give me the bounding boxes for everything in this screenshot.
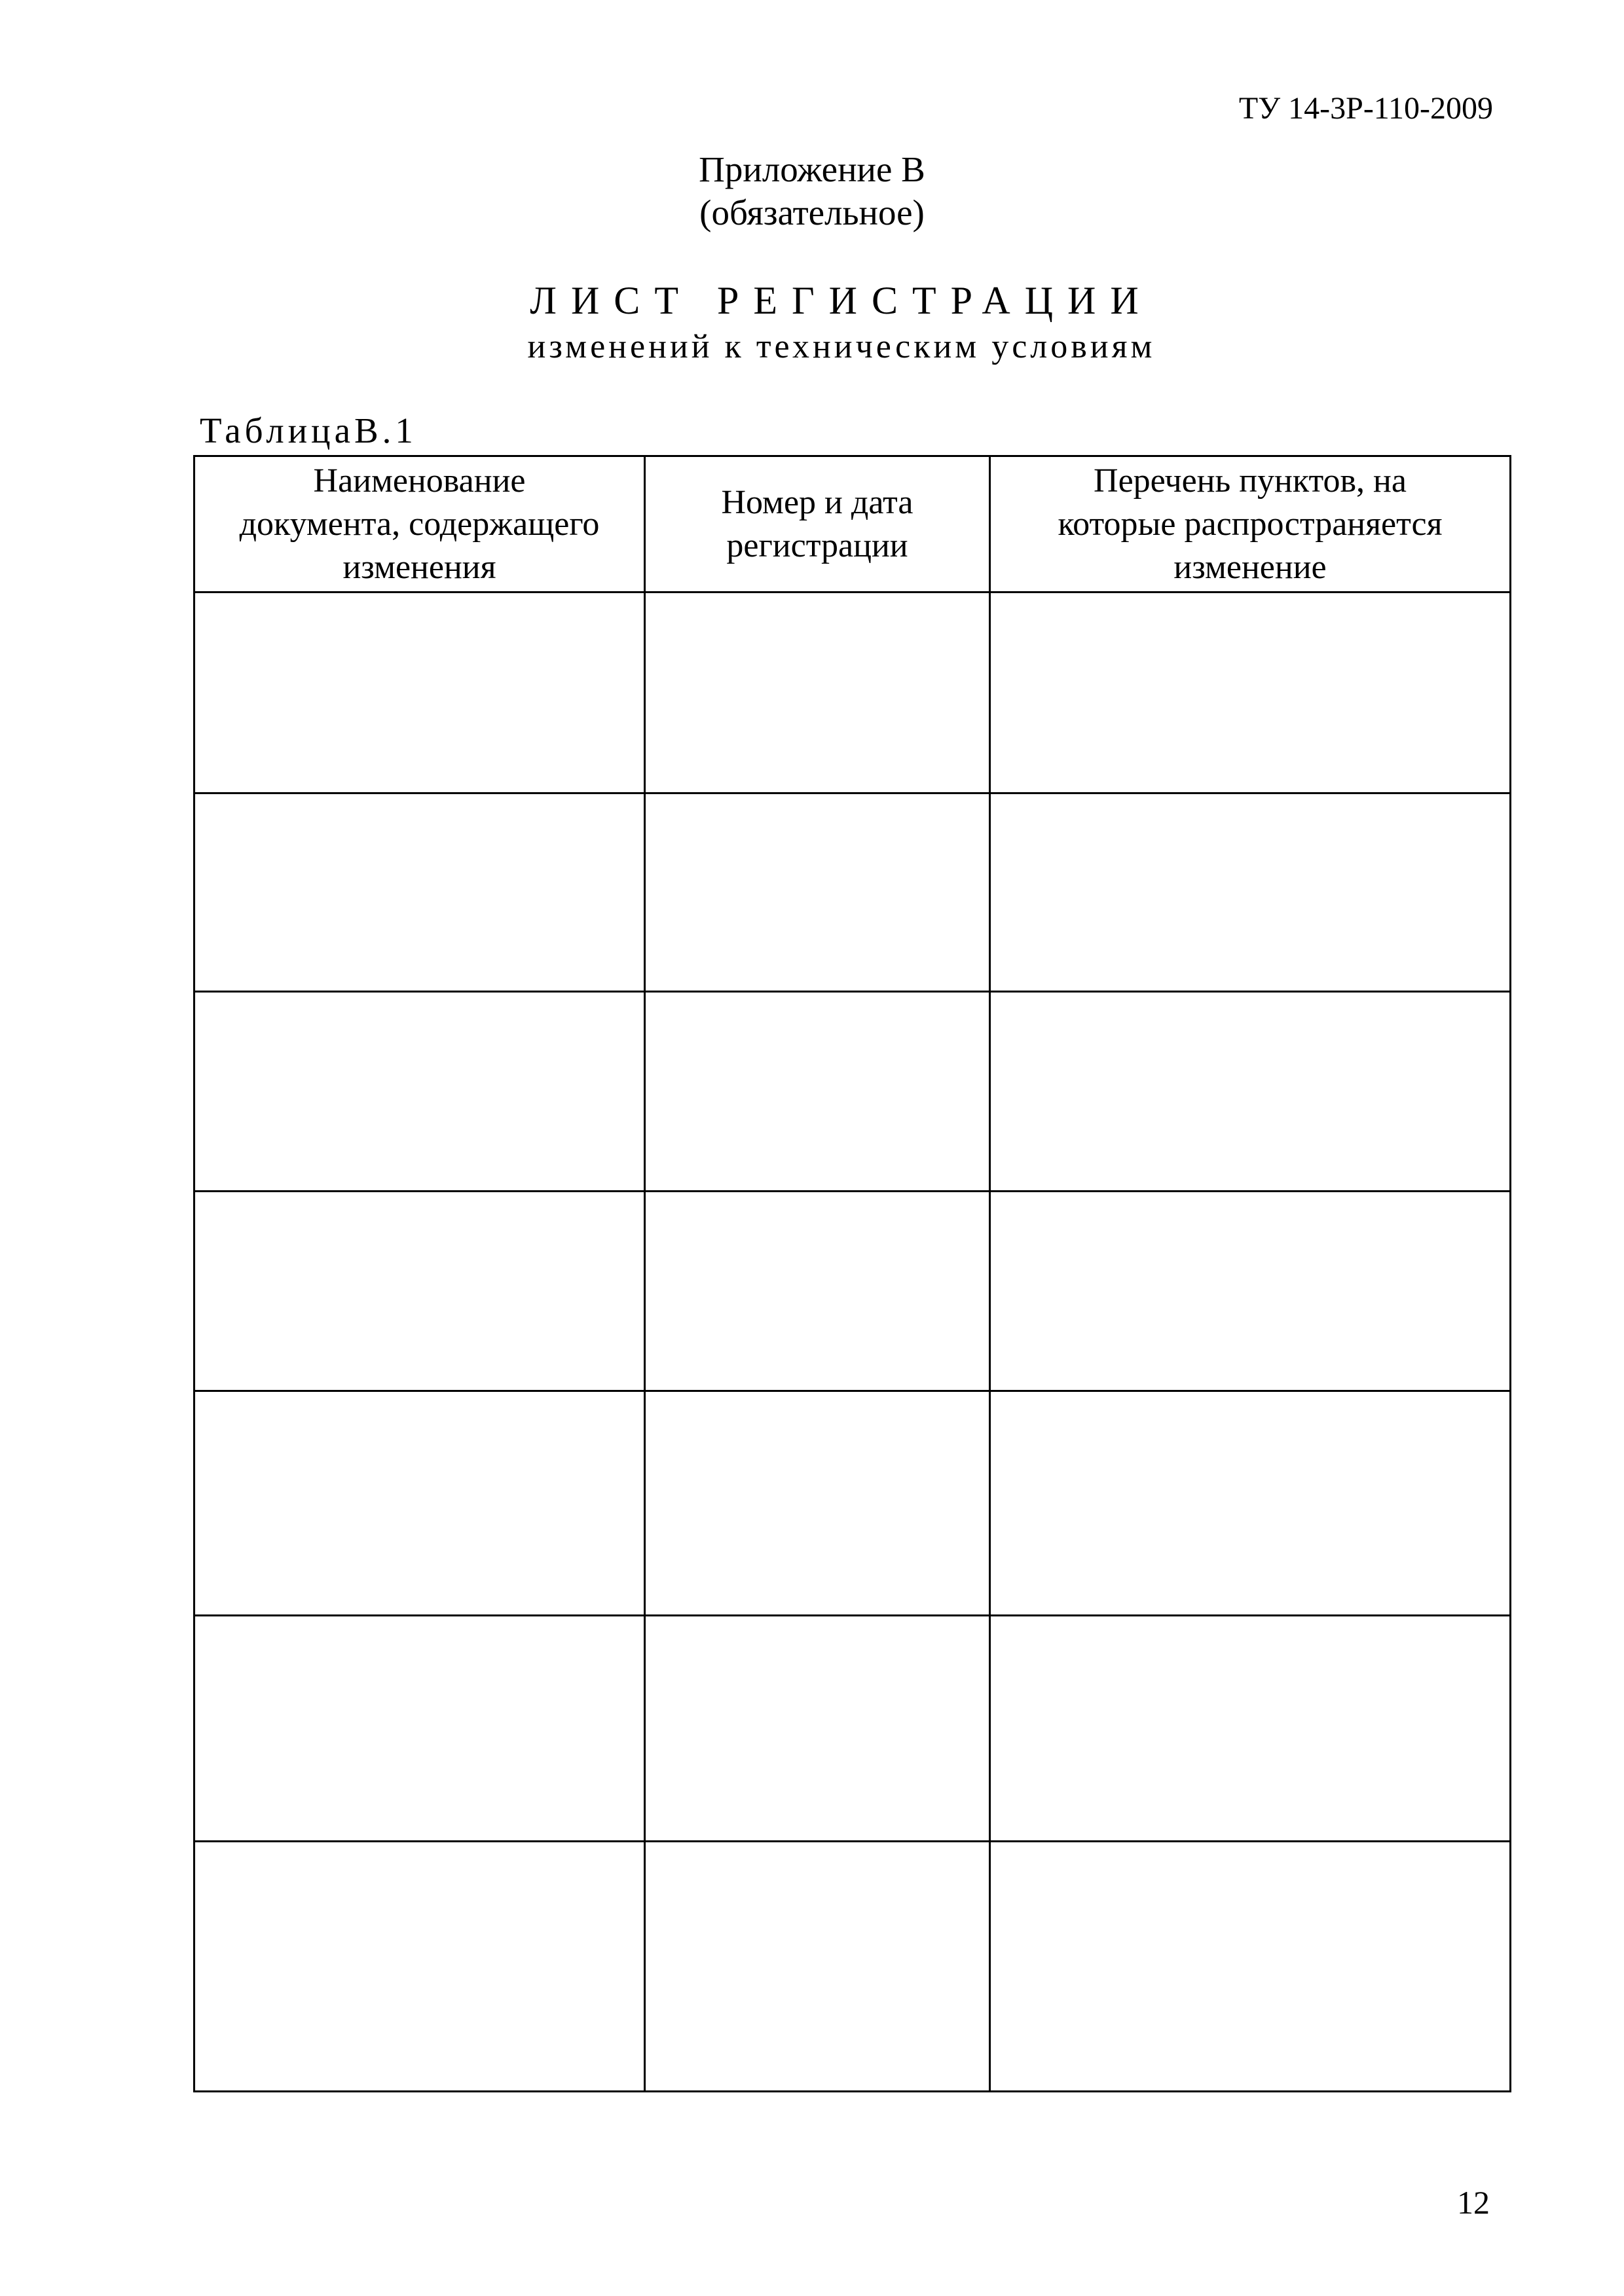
table-cell <box>990 793 1511 992</box>
column-header-document-name <box>194 456 645 592</box>
table-cell <box>194 592 645 793</box>
column-header-clauses <box>990 456 1511 592</box>
table-cell <box>194 1616 645 1842</box>
table-cell <box>645 592 990 793</box>
table-cell <box>645 1616 990 1842</box>
appendix-status: (обязательное) <box>699 192 925 232</box>
document-code: ТУ 14-3Р-110-2009 <box>1238 91 1493 126</box>
table-cell <box>194 793 645 992</box>
table-cell <box>645 1192 990 1391</box>
column-header-label: Перечень пунктов, на которые распространяется изменение <box>1058 462 1443 586</box>
table-row <box>194 1842 1511 2092</box>
table-cell <box>645 992 990 1192</box>
sheet-title: ЛИСТ РЕГИСТРАЦИИ <box>530 279 1153 322</box>
table-row <box>194 793 1511 992</box>
sheet-subtitle: изменений к техническим условиям <box>527 328 1156 365</box>
table-cell <box>990 1391 1511 1616</box>
table-row <box>194 1616 1511 1842</box>
column-header-registration <box>645 456 990 592</box>
table-header-row <box>194 456 1511 592</box>
table-cell <box>990 1842 1511 2092</box>
table-cell <box>645 793 990 992</box>
table-cell <box>194 992 645 1192</box>
table-row <box>194 992 1511 1192</box>
table-cell <box>990 992 1511 1192</box>
table-cell <box>990 1192 1511 1391</box>
table-cell <box>194 1391 645 1616</box>
table-row <box>194 1192 1511 1391</box>
column-header-label: Номер и дата регистрации <box>721 483 913 564</box>
table-row <box>194 592 1511 793</box>
table-cell <box>990 592 1511 793</box>
table-cell <box>990 1616 1511 1842</box>
page-number: 12 <box>1457 2184 1490 2221</box>
table-cell <box>194 1192 645 1391</box>
table-row <box>194 1391 1511 1616</box>
table-cell <box>645 1842 990 2092</box>
appendix-title: Приложение В <box>699 149 925 189</box>
registration-table <box>193 455 1511 2092</box>
table-cell <box>194 1842 645 2092</box>
column-header-label: Наименование документа, содержащего изменения <box>239 462 600 586</box>
table-cell <box>645 1391 990 1616</box>
table-caption: ТаблицаВ.1 <box>200 410 417 450</box>
